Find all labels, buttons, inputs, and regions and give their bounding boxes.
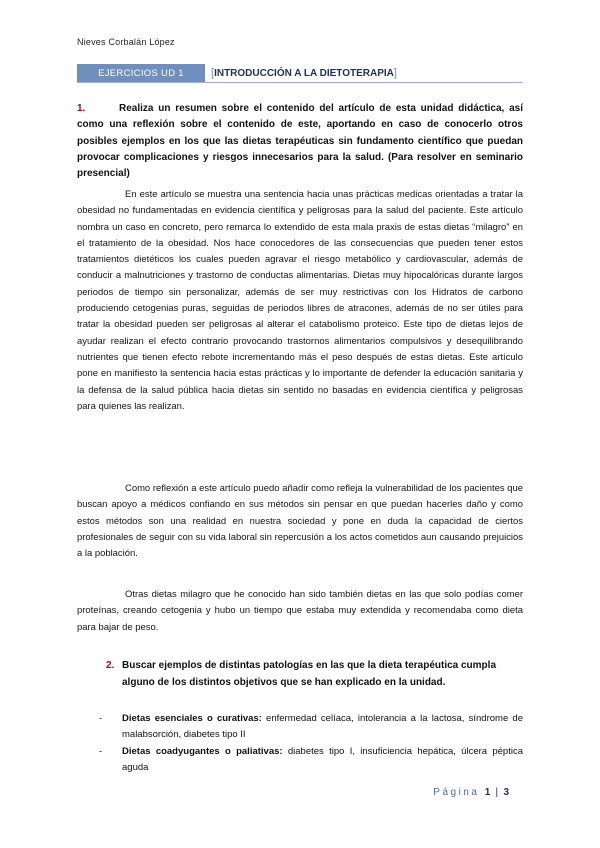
question-1-number: 1. bbox=[77, 103, 86, 114]
page-number: 1 bbox=[484, 787, 491, 798]
list-bullet: - bbox=[99, 745, 103, 757]
question-1-text: Realiza un resumen sobre el contenido del artículo de esta unidad didáctica, así como una reflexión sobre el contenido de este, aportando en caso de conocerlo otros posibles ejemplos en los que las dietas terapéuticas sin fundamento científico que puedan provocar complicaciones y riesgos innecesarios para la salud. (Para resolver en seminario presencial) bbox=[77, 103, 523, 180]
question-2-number: 2. bbox=[106, 660, 115, 671]
diet-list bbox=[99, 711, 523, 776]
summary-paragraph bbox=[77, 187, 523, 415]
exercise-badge: EJERCICIOS UD 1 bbox=[77, 64, 205, 82]
list-item-term: Dietas esenciales o curativas: bbox=[122, 713, 262, 724]
list-item-text: enfermedad celíaca, intolerancia a la lactosa, síndrome de malabsorción, diabetes tipo II bbox=[122, 713, 523, 741]
page-label: Página bbox=[433, 787, 480, 798]
header-divider bbox=[77, 82, 523, 83]
page-separator: | bbox=[495, 787, 499, 798]
page-footer bbox=[433, 787, 509, 798]
question-2-text: Buscar ejemplos de distintas patologías en las que la dieta terapéutica cumpla alguno de los distintos objetivos que se han explicado en la unidad. bbox=[122, 660, 497, 688]
section-header bbox=[77, 64, 397, 82]
page-total: 3 bbox=[503, 787, 509, 798]
unit-title: INTRODUCCIÓN A LA DIETOTERAPIA bbox=[214, 67, 394, 79]
paragraph-text: Como reflexión a este artículo puedo añadir como refleja la vulnerabilidad de los pacientes que buscan apoyo a médicos confiando en sus métodos sin pensar en que puedan hacerles daño y como estos métodos son una realidad en nuestra sociedad y pone en duda la capacidad de ciertos profesionales de seguir con su vida laboral sin repercusión a los actos cometidos aun causando prejuicios a la población. bbox=[77, 483, 523, 560]
list-item bbox=[99, 711, 523, 744]
header-title-wrap bbox=[205, 64, 397, 82]
list-bullet: - bbox=[99, 713, 103, 724]
list-item-body bbox=[122, 711, 523, 744]
list-item-text: diabetes tipo I, insuficiencia hepática, úlcera péptica aguda bbox=[122, 745, 523, 773]
reflection-paragraph bbox=[77, 481, 523, 562]
bracket-close: ] bbox=[393, 67, 397, 79]
bracket-open: [ bbox=[211, 67, 215, 79]
paragraph-text: Otras dietas milagro que he conocido han sido también dietas en las que solo podías comer proteínas, creando cetogenia y hubo un tiempo que estaba muy extendida y recomendaba como dieta para bajar de peso. bbox=[77, 589, 523, 633]
author-name: Nieves Corbalán López bbox=[77, 37, 175, 47]
list-item bbox=[99, 744, 523, 777]
paragraph-text: En este artículo se muestra una sentencia hacia unas prácticas medicas orientadas a tratar la obesidad no fundamentadas en evidencia científica y peligrosas para la salud del paciente. Este artículo nombra un caso en concreto, pero remarca lo extendido de esta mala praxis de estas dietas “milagro” en el tratamiento de la obesidad. Nos hace conocedores de las consecuencias que pueden tener estos tratamientos dietéticos los cuales pueden agravar el riesgo metabólico y cardiovascular, además de conducir a malnutriciones y trastorno de conductas alimentarias. Dietas muy hipocalóricas durante largos periodos de tiempo sin personalizar, además de ser muy restrictivas con los Hidratos de carbono produciendo cetogenias puras, seguidas de periodos libres de atracones, además de no ser útiles para tratar la obesidad pueden ser peligrosas al alterar el catabolismo proteico. Este tipo de dietas lejos de ayudar realizan el efecto contrario provocando trastornos alimentarios compulsivos y desequilibrando nutrientes que tienen efecto rebote incrementando más el peso después de estas dietas. Este artículo pone en manifiesto la sentencia hacia estas prácticas y lo importante de defender la educación sanitaria y la defensa de la salud pública hacia dietas sin sentido no basadas en evidencia científica y peligrosas para quienes las realizan. bbox=[77, 189, 523, 412]
list-item-body bbox=[122, 744, 523, 777]
examples-paragraph bbox=[77, 587, 523, 636]
list-item-term: Dietas coadyugantes o paliativas: bbox=[122, 745, 283, 757]
question-1 bbox=[77, 101, 523, 182]
question-2 bbox=[106, 657, 516, 691]
